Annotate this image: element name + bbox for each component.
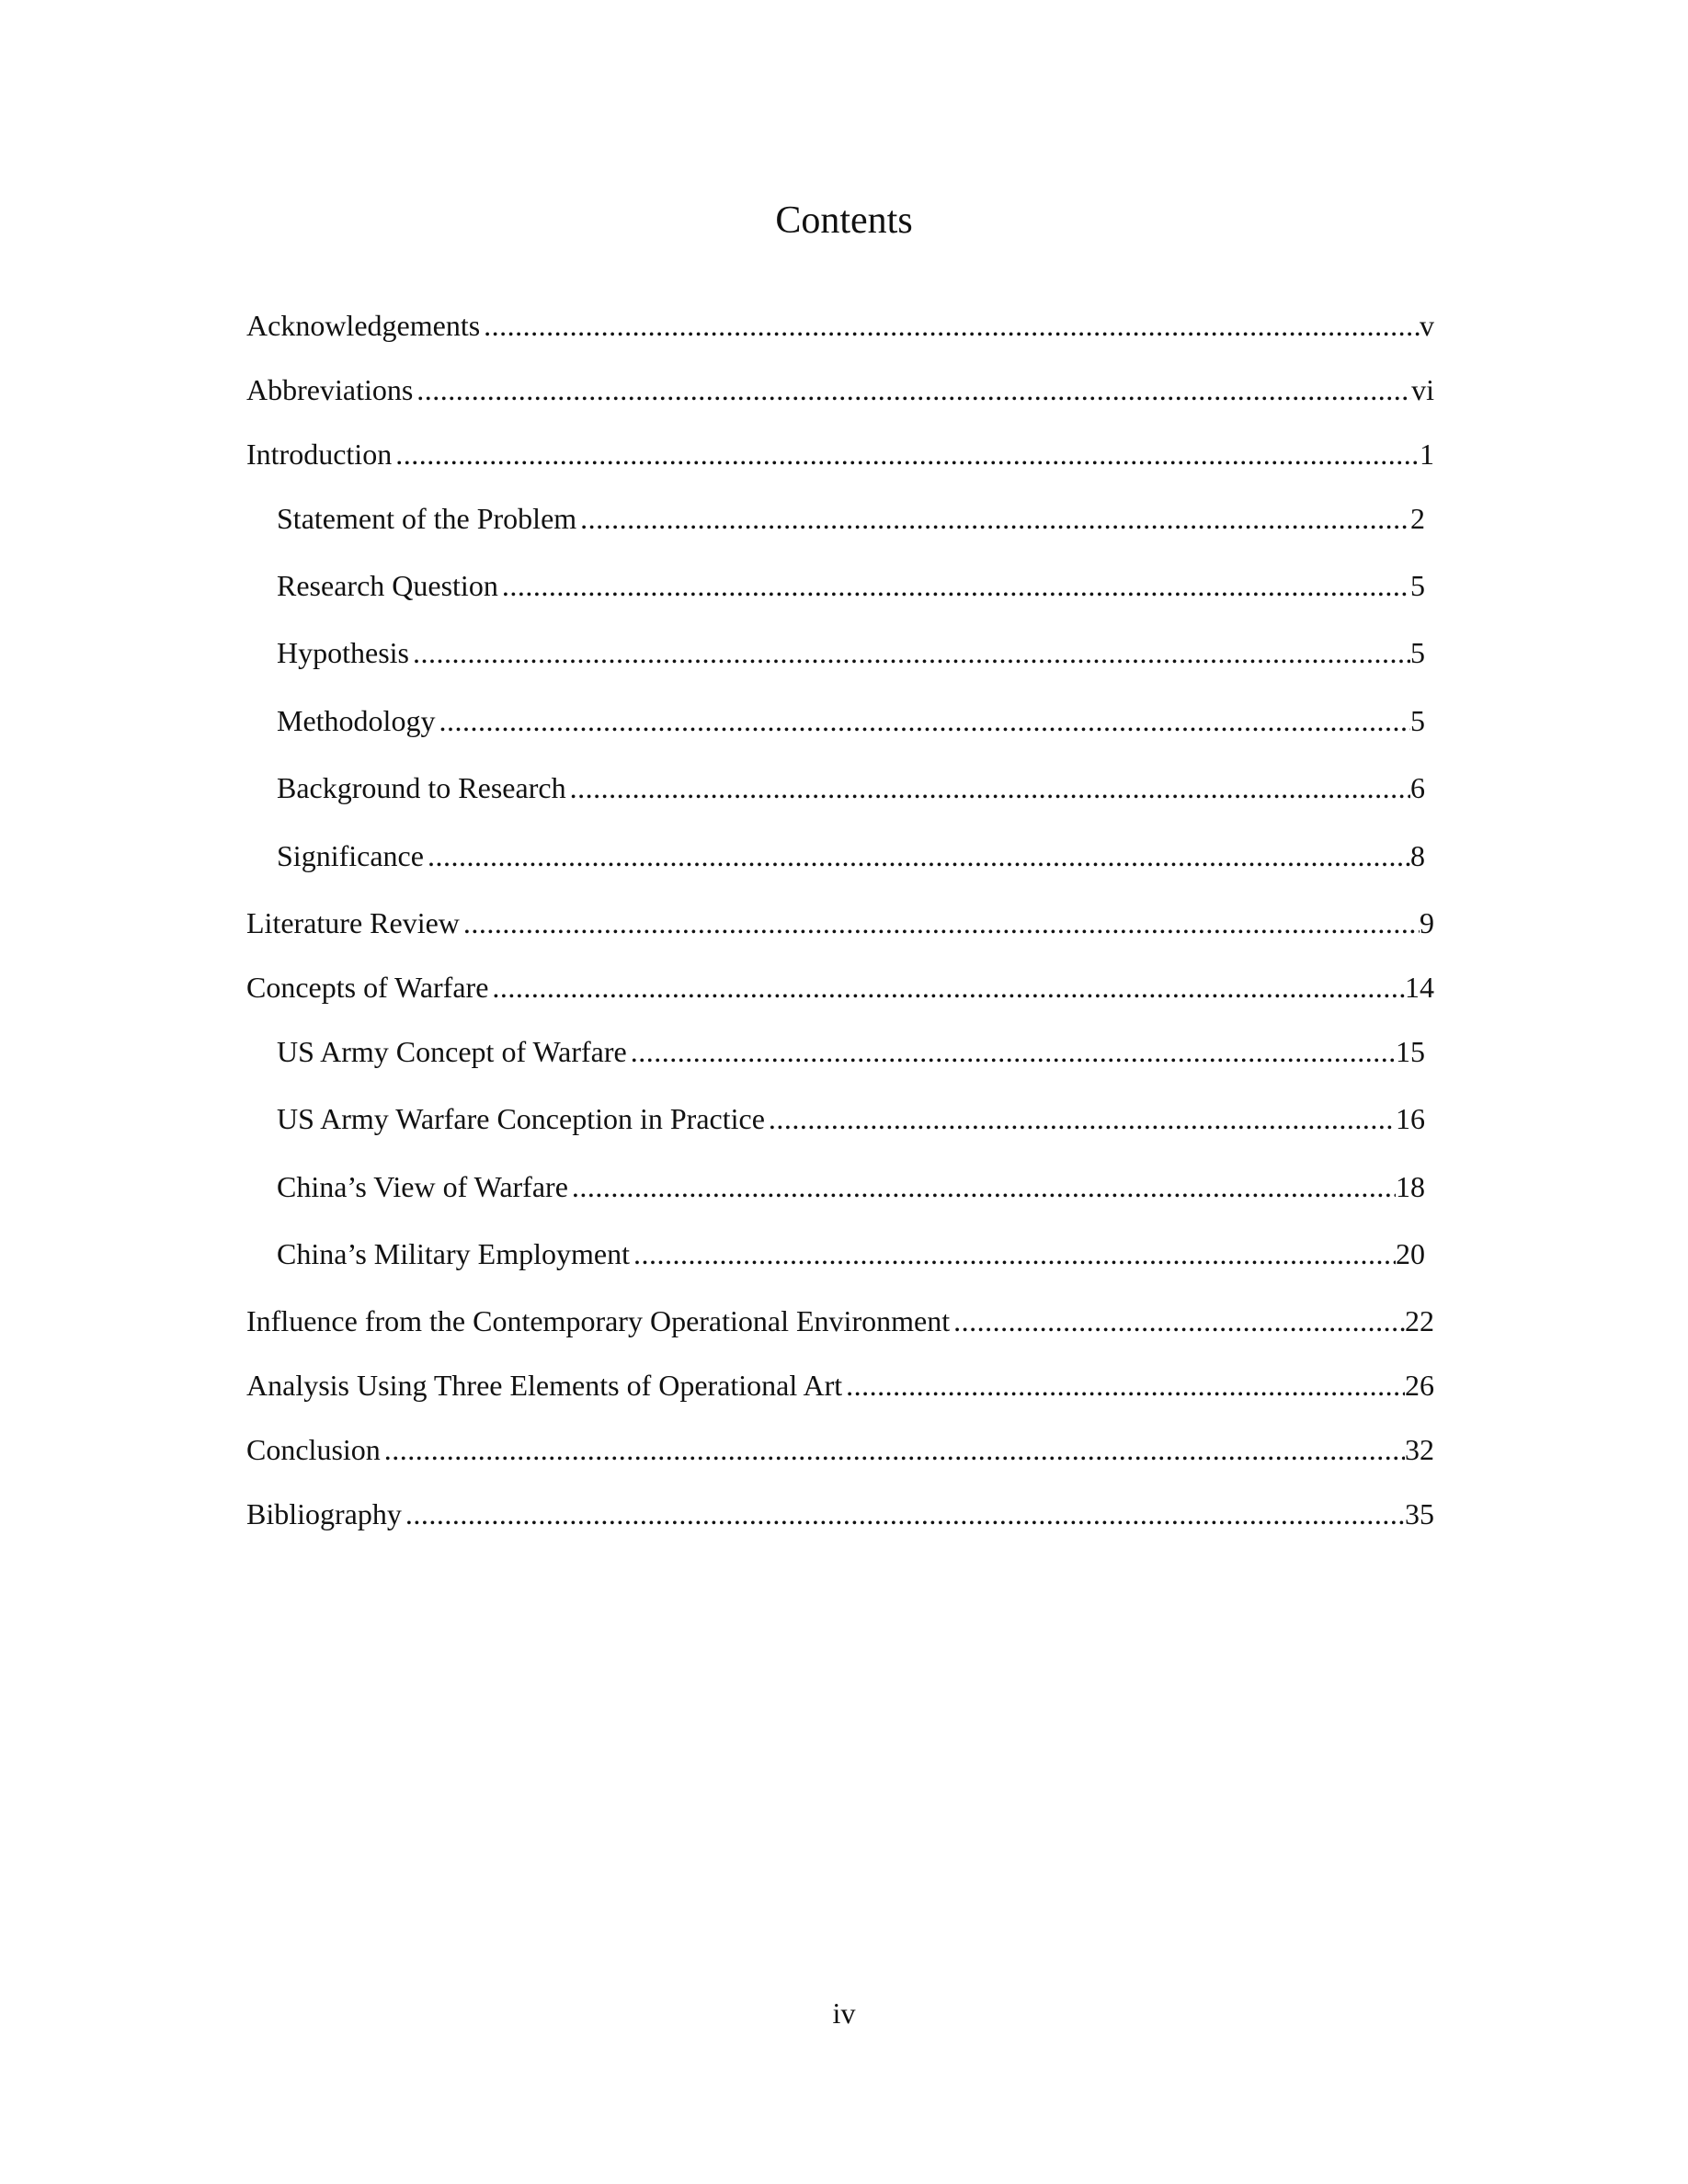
toc-entry-research-question[interactable] <box>277 562 1425 609</box>
toc-entry-label: US Army Warfare Conception in Practice <box>277 1102 765 1135</box>
toc-entry-label: Significance <box>277 839 424 872</box>
toc-entry-conclusion[interactable] <box>246 1426 1434 1473</box>
page-number: iv <box>832 1996 856 2030</box>
toc-entry-label: Conclusion <box>246 1433 381 1466</box>
toc-entry-literature-review[interactable] <box>246 899 1434 947</box>
toc-entry-page: 20 <box>1396 1237 1425 1270</box>
toc-entry-bibliography[interactable] <box>246 1490 1434 1538</box>
toc-entry-page: vi <box>1411 373 1434 406</box>
toc-entry-label: China’s View of Warfare <box>277 1170 568 1203</box>
toc-entry-label: Acknowledgements <box>246 309 481 342</box>
toc-entry-label: Bibliography <box>246 1497 402 1530</box>
toc-leader-dots <box>566 764 1410 812</box>
toc-entry-abbreviations[interactable] <box>246 366 1434 414</box>
toc-entry-concepts-of-warfare[interactable] <box>246 963 1434 1011</box>
toc-leader-dots <box>842 1361 1405 1409</box>
toc-entry-page: 15 <box>1396 1035 1425 1068</box>
toc-entry-statement-of-the-problem[interactable] <box>277 495 1425 542</box>
toc-leader-dots <box>568 1163 1396 1211</box>
toc-entry-label: Hypothesis <box>277 636 409 669</box>
toc-entry-label: US Army Concept of Warfare <box>277 1035 627 1068</box>
toc-leader-dots <box>435 697 1410 745</box>
toc-entry-page: 26 <box>1405 1369 1434 1402</box>
toc-entry-page: 5 <box>1410 704 1425 737</box>
toc-entry-label: Influence from the Contemporary Operational Environment <box>246 1304 951 1337</box>
toc-leader-dots <box>950 1297 1405 1345</box>
toc-entry-page: 6 <box>1410 771 1425 804</box>
toc-entry-analysis-using-three-elements-of-operational-art[interactable] <box>246 1361 1434 1409</box>
toc-entry-page: 1 <box>1420 438 1434 471</box>
toc-entry-page: 2 <box>1410 502 1425 535</box>
toc-entry-label: Abbreviations <box>246 373 414 406</box>
toc-entry-us-army-warfare-conception-in-practice[interactable] <box>277 1095 1425 1143</box>
toc-entry-label: Introduction <box>246 438 393 471</box>
toc-leader-dots <box>576 495 1410 542</box>
toc-entry-label: Concepts of Warfare <box>246 971 489 1004</box>
toc-entry-label: Literature Review <box>246 906 460 939</box>
toc-leader-dots <box>381 1426 1405 1473</box>
toc-entry-label: Statement of the Problem <box>277 502 577 535</box>
toc-entry-hypothesis[interactable] <box>277 629 1425 677</box>
toc-leader-dots <box>424 832 1410 880</box>
toc-entry-influence-from-the-contemporary-operational-environment[interactable] <box>246 1297 1434 1345</box>
toc-entry-introduction[interactable] <box>246 430 1434 478</box>
toc-leader-dots <box>498 562 1410 609</box>
toc-entry-page: 9 <box>1420 906 1434 939</box>
toc-leader-dots <box>480 301 1420 349</box>
toc-entry-chinas-military-employment[interactable] <box>277 1230 1425 1278</box>
toc-entry-methodology[interactable] <box>277 697 1425 745</box>
toc-entry-page: 5 <box>1410 636 1425 669</box>
toc-leader-dots <box>630 1230 1396 1278</box>
toc-entry-page: 32 <box>1405 1433 1434 1466</box>
toc-entry-label: Background to Research <box>277 771 566 804</box>
toc-leader-dots <box>460 899 1420 947</box>
toc-entry-page: 14 <box>1405 971 1434 1004</box>
toc-entry-background-to-research[interactable] <box>277 764 1425 812</box>
toc-entry-label: Methodology <box>277 704 436 737</box>
toc-entry-page: 35 <box>1405 1497 1434 1530</box>
toc-leader-dots <box>413 366 1411 414</box>
toc-entry-us-army-concept-of-warfare[interactable] <box>277 1028 1425 1075</box>
toc-entry-acknowledgements[interactable] <box>246 301 1434 349</box>
toc-entry-page: 8 <box>1410 839 1425 872</box>
page-title: Contents <box>775 199 913 242</box>
toc-entry-label: China’s Military Employment <box>277 1237 630 1270</box>
toc-leader-dots <box>765 1095 1396 1143</box>
toc-entry-page: 16 <box>1396 1102 1425 1135</box>
toc-entry-page: 22 <box>1405 1304 1434 1337</box>
toc-leader-dots <box>488 963 1405 1011</box>
toc-entry-significance[interactable] <box>277 832 1425 880</box>
toc-entry-page: v <box>1420 309 1434 342</box>
toc-leader-dots <box>409 629 1410 677</box>
toc-entry-label: Analysis Using Three Elements of Operational Art <box>246 1369 843 1402</box>
toc-leader-dots <box>627 1028 1396 1075</box>
toc-entry-page: 5 <box>1410 569 1425 602</box>
toc-entry-chinas-view-of-warfare[interactable] <box>277 1163 1425 1211</box>
toc-leader-dots <box>402 1490 1405 1538</box>
toc-entry-label: Research Question <box>277 569 498 602</box>
toc-leader-dots <box>392 430 1420 478</box>
toc-entry-page: 18 <box>1396 1170 1425 1203</box>
